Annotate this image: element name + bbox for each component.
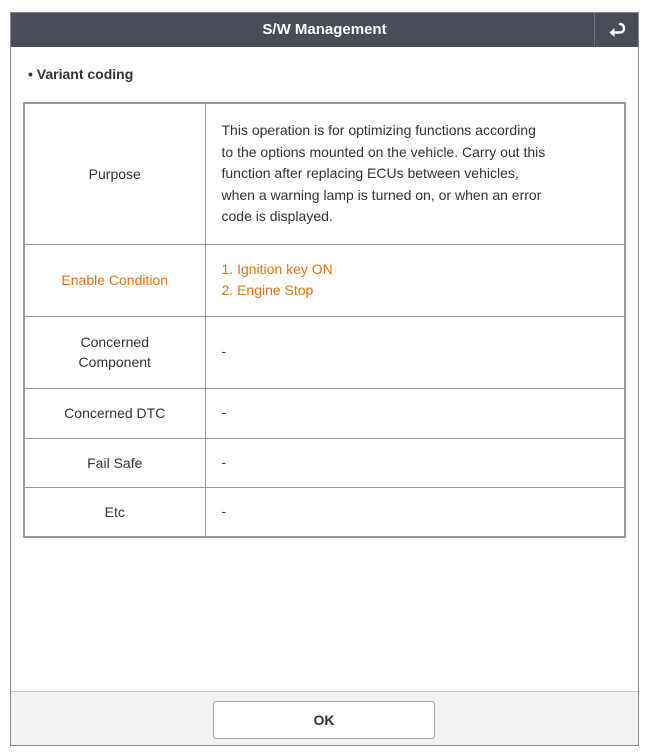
table-row (24, 244, 625, 316)
value-line: 2. Engine Stop (221, 282, 314, 298)
value-line: code is displayed. (221, 208, 333, 224)
dialog-footer (11, 691, 638, 745)
label-line: Concerned (80, 334, 149, 350)
value-line: when a warning lamp is turned on, or when an error (221, 186, 542, 203)
row-label: Fail Safe (24, 438, 205, 487)
value-line: function after replacing ECUs between vehicles, (221, 165, 519, 181)
row-label: Enable Condition (24, 244, 205, 316)
value-line: This operation is for optimizing functions according (221, 122, 536, 138)
row-value (205, 103, 625, 244)
row-label (24, 316, 205, 388)
table-row (24, 103, 625, 244)
row-value: - (205, 388, 625, 438)
value-line: to the options mounted on the vehicle. Carry out this (221, 143, 546, 160)
ok-button[interactable]: OK (213, 701, 435, 739)
section-title: • Variant coding (28, 66, 134, 82)
table-row (24, 388, 625, 438)
label-line: Component (78, 354, 151, 370)
value-line: 1. Ignition key ON (221, 260, 333, 277)
return-arrow-icon (608, 22, 626, 38)
info-table (23, 102, 626, 538)
row-label: Purpose (24, 103, 205, 244)
back-button[interactable] (594, 13, 638, 47)
table-row (24, 316, 625, 388)
row-label: Concerned DTC (24, 388, 205, 438)
sw-management-dialog (10, 12, 639, 746)
row-value (205, 244, 625, 316)
row-label: Etc (24, 487, 205, 537)
table-row (24, 438, 625, 487)
row-value: - (205, 438, 625, 487)
row-value: - (205, 316, 625, 388)
table-row (24, 487, 625, 537)
row-value: - (205, 487, 625, 537)
dialog-title: S/W Management (262, 21, 387, 38)
title-bar (11, 13, 638, 47)
